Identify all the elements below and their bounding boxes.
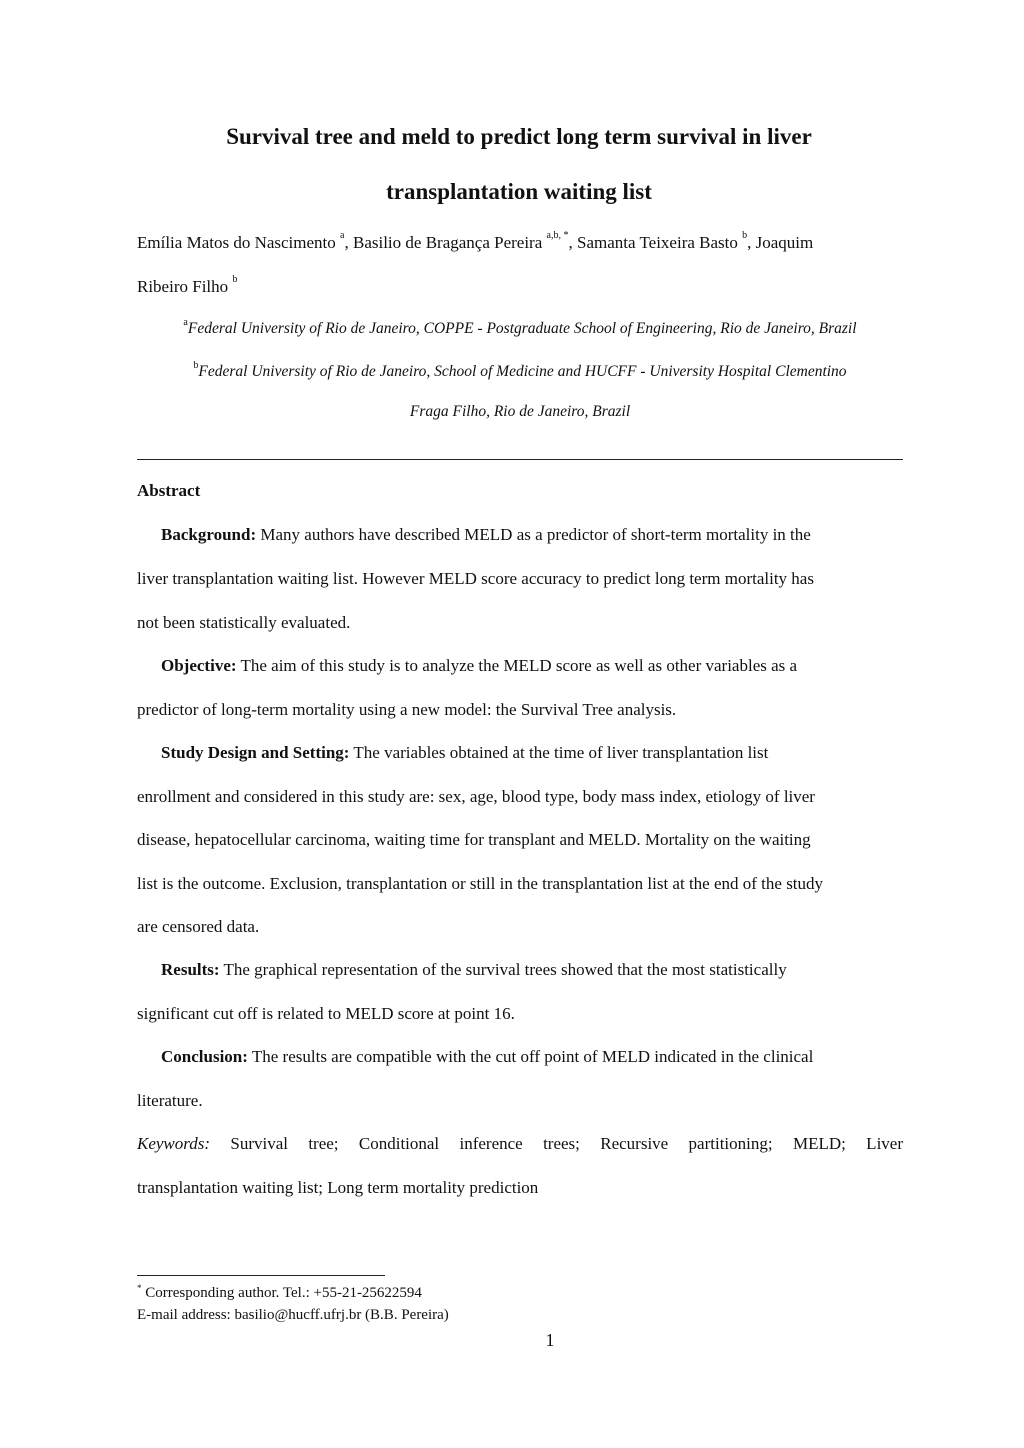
design-text-1: The variables obtained at the time of liver transplantation list (349, 743, 769, 762)
conclusion-text-1: The results are compatible with the cut off point of MELD indicated in the clinical (247, 1047, 814, 1066)
keywords-text-1: Survival tree; Conditional inference trees; Recursive partitioning; MELD; Liver (210, 1134, 903, 1153)
objective-text-1: The aim of this study is to analyze the MELD score as well as other variables as a (236, 656, 798, 675)
keywords-label: Keywords: (137, 1134, 211, 1153)
author-1-affil: a (340, 230, 345, 241)
design-line-5: are censored data. (137, 917, 260, 936)
conclusion-line-2: literature. (137, 1091, 203, 1110)
design-label: Study Design and Setting: (161, 743, 350, 762)
footnote-marker: * (137, 1283, 142, 1293)
keywords-line-2: transplantation waiting list; Long term mortality prediction (137, 1178, 539, 1197)
authors-line-1 (137, 230, 907, 253)
design-line-4: list is the outcome. Exclusion, transplantation or still in the transplantation list at the end of the study (137, 874, 824, 893)
page-number: 1 (545, 1330, 555, 1350)
footnote-line-2: E-mail address: basilio@hucff.ufrj.br (B.B. Pereira) (137, 1307, 449, 1323)
author-3-affil: b (742, 230, 748, 241)
author-2-affil: a,b, * (546, 230, 569, 241)
keywords-line-1 (137, 1134, 903, 1154)
author-2: , Basilio de Bragança Pereira (344, 233, 547, 252)
affiliation-a (100, 317, 940, 338)
conclusion-line-1 (161, 1047, 813, 1067)
objective-label: Objective: (161, 656, 237, 675)
author-4-start: , Joaquim (747, 233, 814, 252)
affiliation-b-line-2: Fraga Filho, Rio de Janeiro, Brazil (409, 403, 631, 420)
affiliation-b (100, 360, 940, 381)
design-line-2: enrollment and considered in this study are: sex, age, blood type, body mass index, etiology of liver (137, 787, 815, 806)
footnote-divider (137, 1275, 385, 1276)
title-line-1: Survival tree and meld to predict long term survival in liver (226, 124, 812, 149)
objective-line-2: predictor of long-term mortality using a new model: the Survival Tree analysis. (137, 700, 677, 719)
authors-line-2 (137, 274, 907, 297)
background-label: Background: (161, 525, 257, 544)
abstract-heading: Abstract (137, 481, 201, 500)
title-line-2: transplantation waiting list (386, 179, 652, 204)
objective-line-1 (161, 656, 797, 676)
affiliation-a-marker: a (183, 317, 188, 328)
footnote-line-1 (137, 1285, 422, 1302)
author-4: Ribeiro Filho (137, 277, 233, 296)
background-line-2: liver transplantation waiting list. However MELD score accuracy to predict long term mortality has (137, 569, 814, 588)
design-line-3: disease, hepatocellular carcinoma, waiting time for transplant and MELD. Mortality on the waiting (137, 830, 811, 849)
design-line-1 (161, 743, 768, 763)
background-line-1 (161, 525, 811, 545)
affiliation-a-text: Federal University of Rio de Janeiro, COPPE - Postgraduate School of Engineering, Rio de Janeiro, Brazil (187, 320, 857, 337)
affiliation-b-text: Federal University of Rio de Janeiro, School of Medicine and HUCFF - University Hospital Clementino (198, 363, 847, 380)
header-divider (137, 459, 903, 460)
author-3: , Samanta Teixeira Basto (568, 233, 743, 252)
affiliation-b-marker: b (193, 360, 199, 371)
results-text-1: The graphical representation of the survival trees showed that the most statistically (219, 960, 787, 979)
results-label: Results: (161, 960, 220, 979)
author-4-affil: b (232, 274, 238, 285)
author-1: Emília Matos do Nascimento (137, 233, 341, 252)
conclusion-label: Conclusion: (161, 1047, 248, 1066)
background-text-1: Many authors have described MELD as a predictor of short-term mortality in the (256, 525, 811, 544)
results-line-2: significant cut off is related to MELD score at point 16. (137, 1004, 515, 1023)
footnote-text-1: Corresponding author. Tel.: +55-21-25622594 (141, 1285, 422, 1301)
background-line-3: not been statistically evaluated. (137, 613, 351, 632)
results-line-1 (161, 960, 787, 980)
